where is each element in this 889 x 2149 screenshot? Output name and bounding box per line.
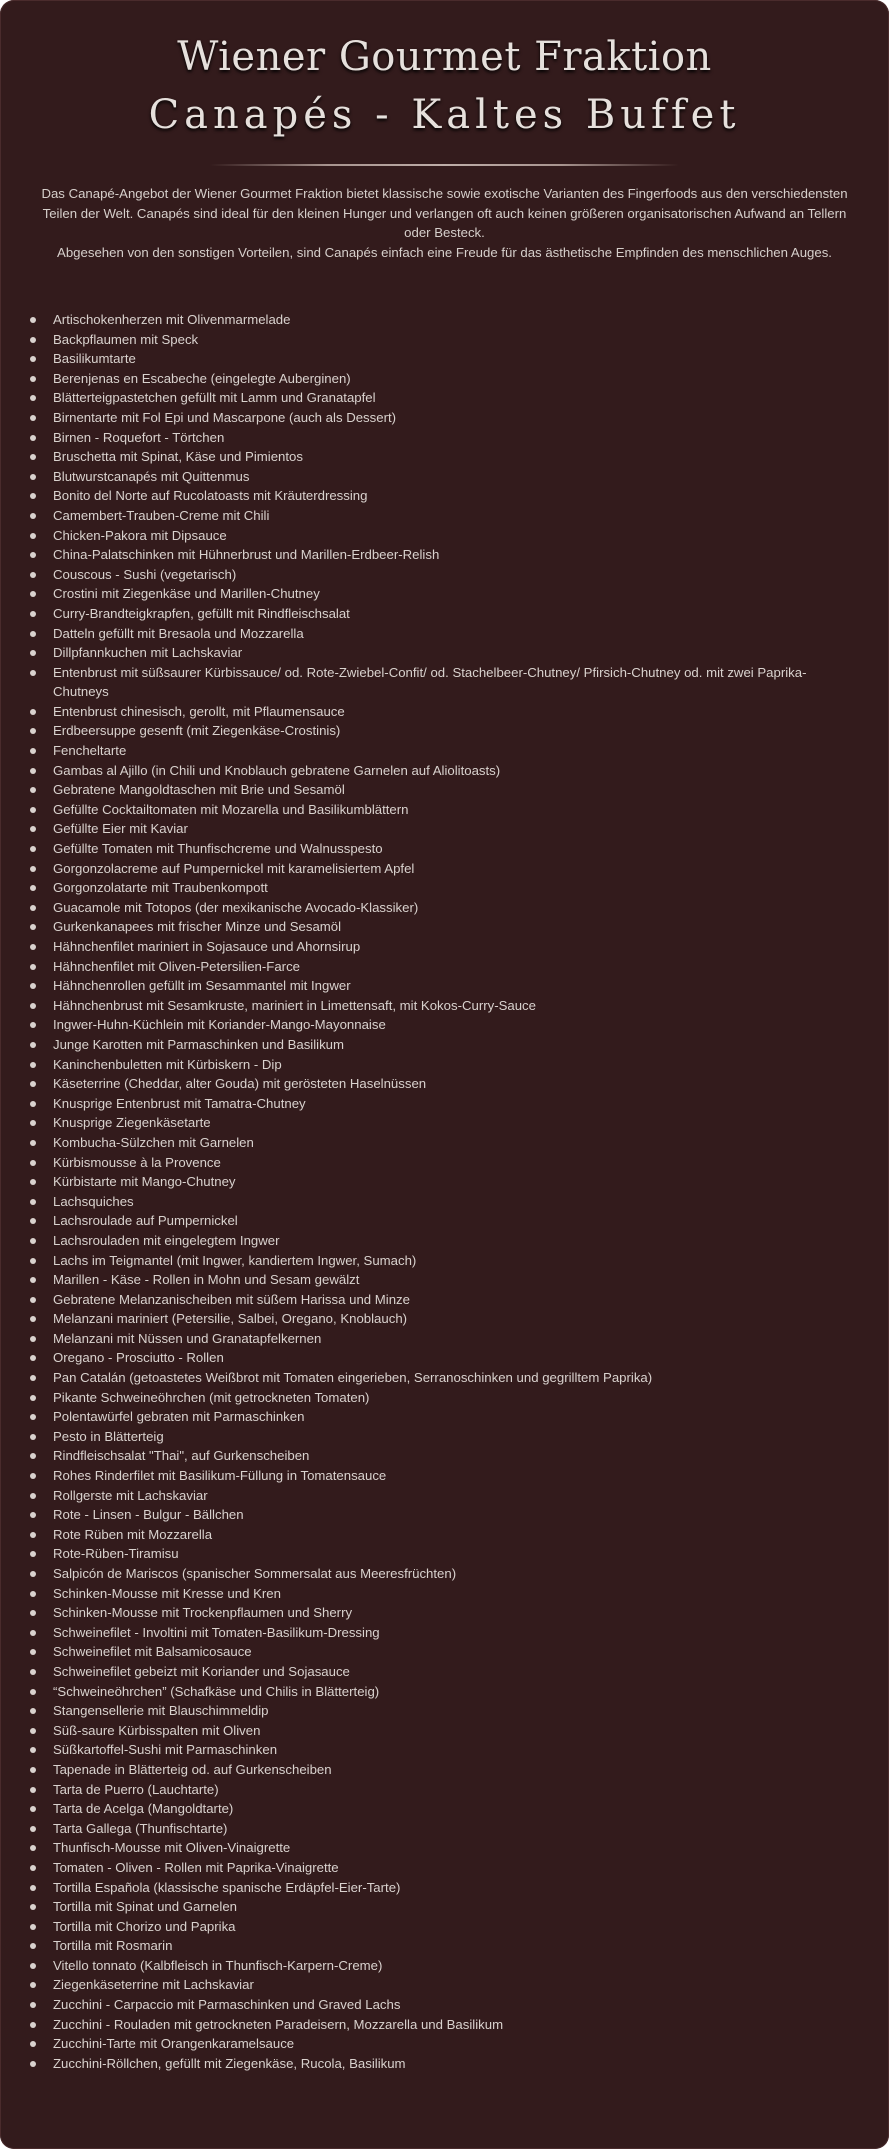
list-item: Rindfleischsalat "Thai", auf Gurkenscheiben bbox=[30, 1446, 856, 1466]
list-item: Rote Rüben mit Mozzarella bbox=[30, 1525, 856, 1545]
list-item: Lachsrouladen mit eingelegtem Ingwer bbox=[30, 1231, 856, 1251]
list-item: Gebratene Mangoldtaschen mit Brie und Sesamöl bbox=[30, 780, 856, 800]
list-item: Zucchini-Tarte mit Orangenkaramelsauce bbox=[30, 2034, 856, 2054]
list-item: Pan Catalán (getoastetes Weißbrot mit Tomaten eingerieben, Serranoschinken und gegrilltem Paprika) bbox=[30, 1368, 856, 1388]
list-item: Gefüllte Cocktailtomaten mit Mozarella und Basilikumblättern bbox=[30, 800, 856, 820]
list-item: Artischokenherzen mit Olivenmarmelade bbox=[30, 310, 856, 330]
list-item: “Schweineöhrchen” (Schafkäse und Chilis in Blätterteig) bbox=[30, 1682, 856, 1702]
list-item: Birnentarte mit Fol Epi und Mascarpone (auch als Dessert) bbox=[30, 408, 856, 428]
list-item: Ziegenkäseterrine mit Lachskaviar bbox=[30, 1975, 856, 1995]
list-item: Tarta de Puerro (Lauchtarte) bbox=[30, 1780, 856, 1800]
list-item: Kürbismousse à la Provence bbox=[30, 1153, 856, 1173]
list-item: Thunfisch-Mousse mit Oliven-Vinaigrette bbox=[30, 1838, 856, 1858]
list-item: Entenbrust mit süßsaurer Kürbissauce/ od. Rote-Zwiebel-Confit/ od. Stachelbeer-Chutney/ Pfirsich-Chutney od. mit zwei Paprika-Chutneys bbox=[30, 663, 856, 702]
list-item: Curry-Brandteigkrapfen, gefüllt mit Rindfleischsalat bbox=[30, 604, 856, 624]
list-item: Knusprige Entenbrust mit Tamatra-Chutney bbox=[30, 1094, 856, 1114]
list-item: Rote-Rüben-Tiramisu bbox=[30, 1544, 856, 1564]
list-item: Junge Karotten mit Parmaschinken und Basilikum bbox=[30, 1035, 856, 1055]
intro-paragraph: Das Canapé-Angebot der Wiener Gourmet Fraktion bietet klassische sowie exotische Varianten des Fingerfoods aus den verschiedensten Teilen der Welt. Canapés sind ideal für den kleinen Hunger und verlangen oft auch keinen größeren organisatorischen Aufwand an Tellern oder Besteck. bbox=[41, 186, 848, 241]
list-item: Knusprige Ziegenkäsetarte bbox=[30, 1113, 856, 1133]
list-item: Gorgonzolacreme auf Pumpernickel mit karamelisiertem Apfel bbox=[30, 859, 856, 879]
list-item: Schinken-Mousse mit Trockenpflaumen und Sherry bbox=[30, 1603, 856, 1623]
list-item: Marillen - Käse - Rollen in Mohn und Sesam gewälzt bbox=[30, 1270, 856, 1290]
list-item: Gefüllte Eier mit Kaviar bbox=[30, 819, 856, 839]
list-item: Schinken-Mousse mit Kresse und Kren bbox=[30, 1584, 856, 1604]
list-item: Ingwer-Huhn-Küchlein mit Koriander-Mango-Mayonnaise bbox=[30, 1015, 856, 1035]
page-title: Wiener Gourmet Fraktion bbox=[177, 34, 712, 80]
list-item: Pikante Schweineöhrchen (mit getrockneten Tomaten) bbox=[30, 1388, 856, 1408]
list-item: Kombucha-Sülzchen mit Garnelen bbox=[30, 1133, 856, 1153]
list-item: Kürbistarte mit Mango-Chutney bbox=[30, 1172, 856, 1192]
page-subtitle: Canapés - Kaltes Buffet bbox=[148, 92, 741, 138]
list-item: China-Palatschinken mit Hühnerbrust und Marillen-Erdbeer-Relish bbox=[30, 545, 856, 565]
list-item: Gorgonzolatarte mit Traubenkompott bbox=[30, 878, 856, 898]
list-item: Lachsquiches bbox=[30, 1192, 856, 1212]
canape-list bbox=[30, 310, 856, 2073]
list-item: Erdbeersuppe gesenft (mit Ziegenkäse-Crostinis) bbox=[30, 721, 856, 741]
list-item: Tortilla mit Spinat und Garnelen bbox=[30, 1897, 856, 1917]
list-item: Camembert-Trauben-Creme mit Chili bbox=[30, 506, 856, 526]
list-item: Tarta Gallega (Thunfischtarte) bbox=[30, 1819, 856, 1839]
list-item: Schweinefilet gebeizt mit Koriander und Sojasauce bbox=[30, 1662, 856, 1682]
list-item: Birnen - Roquefort - Törtchen bbox=[30, 428, 856, 448]
list-item: Berenjenas en Escabeche (eingelegte Auberginen) bbox=[30, 369, 856, 389]
list-item: Fencheltarte bbox=[30, 741, 856, 761]
list-item: Rohes Rinderfilet mit Basilikum-Füllung in Tomatensauce bbox=[30, 1466, 856, 1486]
list-item: Tapenade in Blätterteig od. auf Gurkenscheiben bbox=[30, 1760, 856, 1780]
list-item: Salpicón de Mariscos (spanischer Sommersalat aus Meeresfrüchten) bbox=[30, 1564, 856, 1584]
list-item: Rote - Linsen - Bulgur - Bällchen bbox=[30, 1505, 856, 1525]
list-item: Dillpfannkuchen mit Lachskaviar bbox=[30, 643, 856, 663]
list-item: Bonito del Norte auf Rucolatoasts mit Kräuterdressing bbox=[30, 486, 856, 506]
list-item: Blutwurstcanapés mit Quittenmus bbox=[30, 467, 856, 487]
list-item: Süß-saure Kürbisspalten mit Oliven bbox=[30, 1721, 856, 1741]
list-item: Zucchini-Röllchen, gefüllt mit Ziegenkäse, Rucola, Basilikum bbox=[30, 2054, 856, 2074]
list-item: Rollgerste mit Lachskaviar bbox=[30, 1486, 856, 1506]
list-item: Hähnchenrollen gefüllt im Sesammantel mit Ingwer bbox=[30, 976, 856, 996]
list-item: Entenbrust chinesisch, gerollt, mit Pflaumensauce bbox=[30, 702, 856, 722]
list-item: Gefüllte Tomaten mit Thunfischcreme und Walnusspesto bbox=[30, 839, 856, 859]
list-item: Hähnchenfilet mariniert in Sojasauce und Ahornsirup bbox=[30, 937, 856, 957]
list-item: Tortilla Española (klassische spanische Erdäpfel-Eier-Tarte) bbox=[30, 1878, 856, 1898]
list-item: Backpflaumen mit Speck bbox=[30, 330, 856, 350]
list-item: Blätterteigpastetchen gefüllt mit Lamm und Granatapfel bbox=[30, 388, 856, 408]
list-item: Zucchini - Carpaccio mit Parmaschinken und Graved Lachs bbox=[30, 1995, 856, 2015]
list-item: Datteln gefüllt mit Bresaola und Mozzarella bbox=[30, 624, 856, 644]
list-item: Hähnchenfilet mit Oliven-Petersilien-Farce bbox=[30, 957, 856, 977]
list-item: Crostini mit Ziegenkäse und Marillen-Chutney bbox=[30, 584, 856, 604]
list-item: Tarta de Acelga (Mangoldtarte) bbox=[30, 1799, 856, 1819]
list-item: Zucchini - Rouladen mit getrockneten Paradeisern, Mozzarella und Basilikum bbox=[30, 2015, 856, 2035]
list-item: Guacamole mit Totopos (der mexikanische Avocado-Klassiker) bbox=[30, 898, 856, 918]
list-item: Couscous - Sushi (vegetarisch) bbox=[30, 565, 856, 585]
list-item: Tortilla mit Rosmarin bbox=[30, 1936, 856, 1956]
list-item: Süßkartoffel-Sushi mit Parmaschinken bbox=[30, 1740, 856, 1760]
list-item: Tomaten - Oliven - Rollen mit Paprika-Vinaigrette bbox=[30, 1858, 856, 1878]
list-item: Käseterrine (Cheddar, alter Gouda) mit gerösteten Haselnüssen bbox=[30, 1074, 856, 1094]
list-item: Melanzani mit Nüssen und Granatapfelkernen bbox=[30, 1329, 856, 1349]
list-item: Oregano - Prosciutto - Rollen bbox=[30, 1348, 856, 1368]
intro-text bbox=[30, 184, 859, 262]
list-item: Tortilla mit Chorizo und Paprika bbox=[30, 1917, 856, 1937]
list-item: Melanzani mariniert (Petersilie, Salbei, Oregano, Knoblauch) bbox=[30, 1309, 856, 1329]
list-item: Polentawürfel gebraten mit Parmaschinken bbox=[30, 1407, 856, 1427]
intro-paragraph: Abgesehen von den sonstigen Vorteilen, sind Canapés einfach eine Freude für das ästhetische Empfinden des menschlichen Auges. bbox=[57, 244, 832, 260]
title-divider bbox=[210, 164, 679, 166]
list-item: Basilikumtarte bbox=[30, 349, 856, 369]
list-item: Chicken-Pakora mit Dipsauce bbox=[30, 526, 856, 546]
list-item: Schweinefilet mit Balsamicosauce bbox=[30, 1642, 856, 1662]
list-item: Bruschetta mit Spinat, Käse und Pimientos bbox=[30, 447, 856, 467]
list-item: Kaninchenbuletten mit Kürbiskern - Dip bbox=[30, 1055, 856, 1075]
list-item: Gambas al Ajillo (in Chili und Knoblauch gebratene Garnelen auf Aliolitoasts) bbox=[30, 761, 856, 781]
list-item: Pesto in Blätterteig bbox=[30, 1427, 856, 1447]
list-item: Schweinefilet - Involtini mit Tomaten-Basilikum-Dressing bbox=[30, 1623, 856, 1643]
list-item: Gebratene Melanzanischeiben mit süßem Harissa und Minze bbox=[30, 1290, 856, 1310]
list-item: Hähnchenbrust mit Sesamkruste, mariniert in Limettensaft, mit Kokos-Curry-Sauce bbox=[30, 996, 856, 1016]
list-item: Vitello tonnato (Kalbfleisch in Thunfisch-Karpern-Creme) bbox=[30, 1956, 856, 1976]
list-item: Gurkenkanapees mit frischer Minze und Sesamöl bbox=[30, 917, 856, 937]
list-item: Lachs im Teigmantel (mit Ingwer, kandiertem Ingwer, Sumach) bbox=[30, 1251, 856, 1271]
list-item: Lachsroulade auf Pumpernickel bbox=[30, 1211, 856, 1231]
list-item: Stangensellerie mit Blauschimmeldip bbox=[30, 1701, 856, 1721]
